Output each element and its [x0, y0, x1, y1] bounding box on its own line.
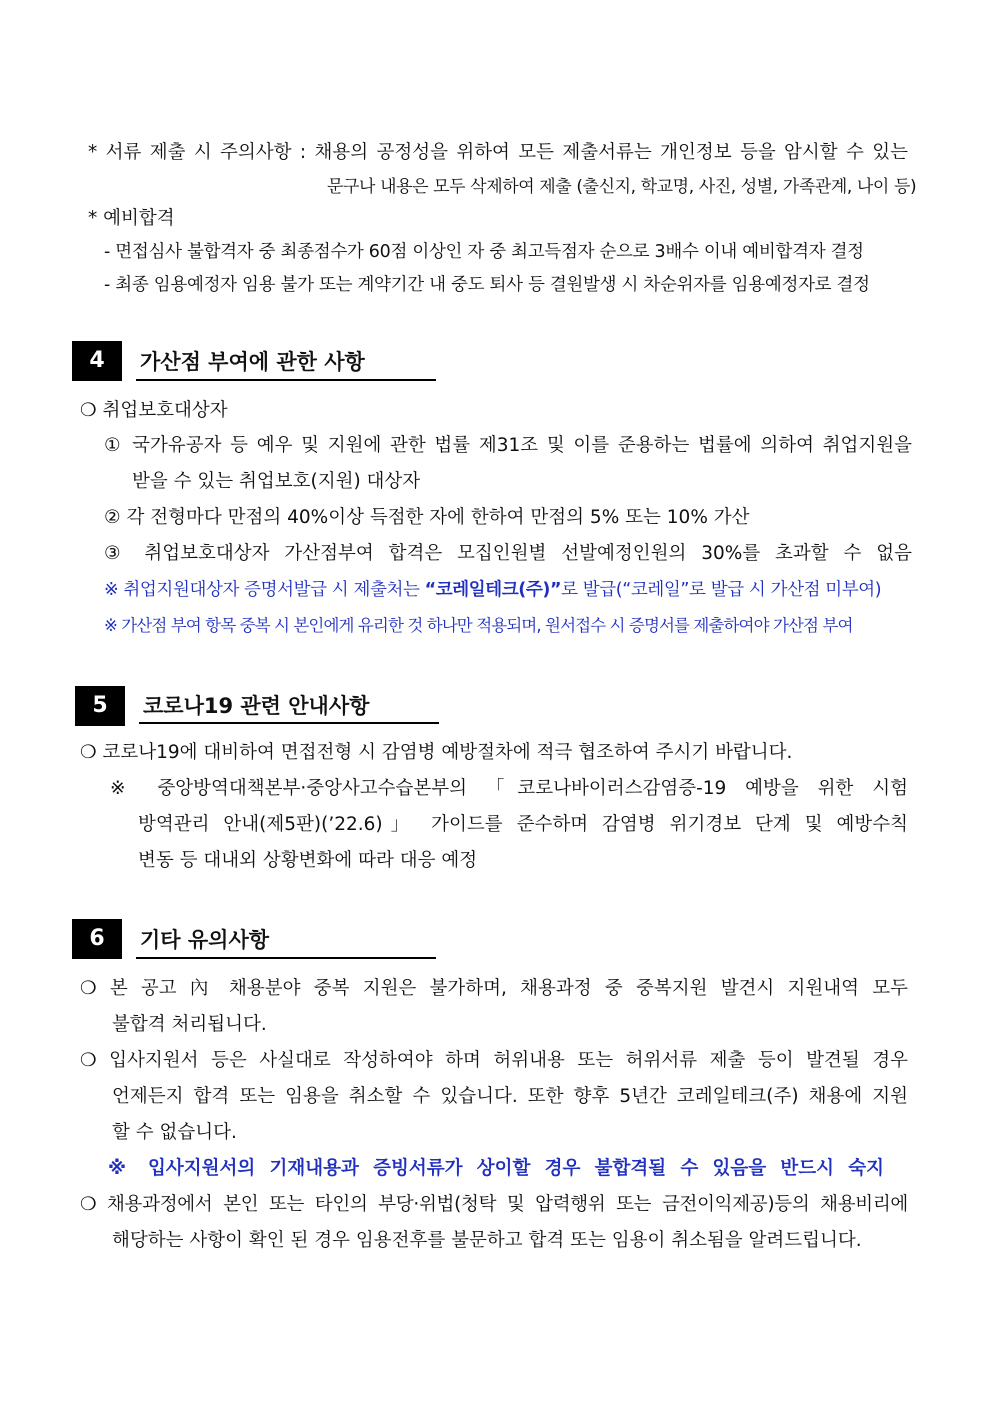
section-4-note-1-a: ※ 취업지원대상자 증명서발급 시 제출처는: [104, 580, 425, 600]
section-6-bullet-3-line2: 해당하는 사항이 확인 된 경우 임용전후를 불문하고 합격 또는 임용이 취소됨을 알려드립니다.: [112, 1230, 862, 1251]
section-4-note-1-c: 로 발급(“코레일”로 발급 시 가산점 미부여): [561, 580, 882, 600]
section-4-note-1: [104, 577, 881, 603]
section-4-bullet: ❍ 취업보호대상자: [80, 400, 228, 421]
doc-note-line2: 문구나 내용은 모두 삭제하여 제출 (출신지, 학교명, 사진, 성별, 가족관계, 나이 등): [327, 177, 917, 197]
section-5-note-line3: 변동 등 대내외 상황변화에 따라 대응 예정: [138, 850, 478, 871]
section-6-title: 기타 유의사항: [140, 928, 270, 952]
doc-note-line1: [88, 140, 908, 166]
doc-note-text1: 채용의 공정성을 위하여 모든 제출서류는 개인정보 등을 암시할 수 있는: [314, 142, 908, 163]
section-5-bullet: ❍ 코로나19에 대비하여 면접전형 시 감염병 예방절차에 적극 협조하여 주시기 바랍니다.: [80, 742, 793, 763]
section-4-number: 4: [72, 341, 122, 381]
section-6-bullet-1-line2: 불합격 처리됩니다.: [112, 1014, 267, 1035]
section-4-item-2: ② 각 전형마다 만점의 40%이상 득점한 자에 한하여 만점의 5% 또는 10% 가산: [104, 507, 750, 528]
section-4-title: 가산점 부여에 관한 사항: [140, 350, 365, 374]
section-6-warning: ※ 입사지원서의 기재내용과 증빙서류가 상이할 경우 불합격될 수 있음을 반드시 숙지: [108, 1158, 884, 1179]
section-6-bullet-3-line1: ❍ 채용과정에서 본인 또는 타인의 부당·위법(청탁 및 압력행위 또는 금전이익제공)등의 채용비리에: [80, 1194, 908, 1215]
section-5-underline: [139, 722, 439, 724]
section-4-item-3: ③ 취업보호대상자 가산점부여 합격은 모집인원별 선발예정인원의 30%를 초과할 수 없음: [104, 543, 912, 564]
section-4-note-2: ※ 가산점 부여 항목 중복 시 본인에게 유리한 것 하나만 적용되며, 원서접수 시 증명서를 제출하여야 가산점 부여: [104, 616, 853, 635]
reserve-item-1: - 면접심사 불합격자 중 최종점수가 60점 이상인 자 중 최고득점자 순으로 3배수 이내 예비합격자 결정: [104, 242, 864, 262]
section-6-bullet-2-line2: 언제든지 합격 또는 임용을 취소할 수 있습니다. 또한 향후 5년간 코레일테크(주) 채용에 지원: [112, 1086, 908, 1107]
section-4-item-1-line2: 받을 수 있는 취업보호(지원) 대상자: [132, 471, 421, 492]
reserve-title: * 예비합격: [88, 208, 175, 229]
section-6-underline: [136, 957, 436, 959]
section-6-bullet-1-line1: ❍ 본 공고 內 채용분야 중복 지원은 불가하며, 채용과정 중 중복지원 발견시 지원내역 모두: [80, 978, 908, 999]
reserve-item-2: - 최종 임용예정자 임용 불가 또는 계약기간 내 중도 퇴사 등 결원발생 시 차순위자를 임용예정자로 결정: [104, 275, 870, 295]
section-6-bullet-2-line1: ❍ 입사지원서 등은 사실대로 작성하여야 하며 허위내용 또는 허위서류 제출 등이 발견될 경우: [80, 1050, 908, 1071]
section-4-note-1-company: “코레일테크(주)”: [424, 580, 562, 600]
section-4-underline: [136, 379, 436, 381]
section-5-title: 코로나19 관련 안내사항: [143, 694, 370, 718]
section-6-bullet-2-line3: 할 수 없습니다.: [112, 1122, 237, 1143]
section-5-number: 5: [75, 686, 125, 726]
section-6-number: 6: [72, 919, 122, 959]
section-5-note-line1: ※ 중앙방역대책본부·중앙사고수습본부의 「코로나바이러스감염증-19 예방을 위한 시험: [110, 778, 908, 799]
section-5-note-line2: 방역관리 안내(제5판)(’22.6)」 가이드를 준수하며 감염병 위기경보 단계 및 예방수칙: [138, 814, 908, 835]
section-4-item-1-line1: ① 국가유공자 등 예우 및 지원에 관한 법률 제31조 및 이를 준용하는 법률에 의하여 취업지원을: [104, 435, 912, 456]
doc-note-label: * 서류 제출 시 주의사항 :: [88, 142, 307, 163]
